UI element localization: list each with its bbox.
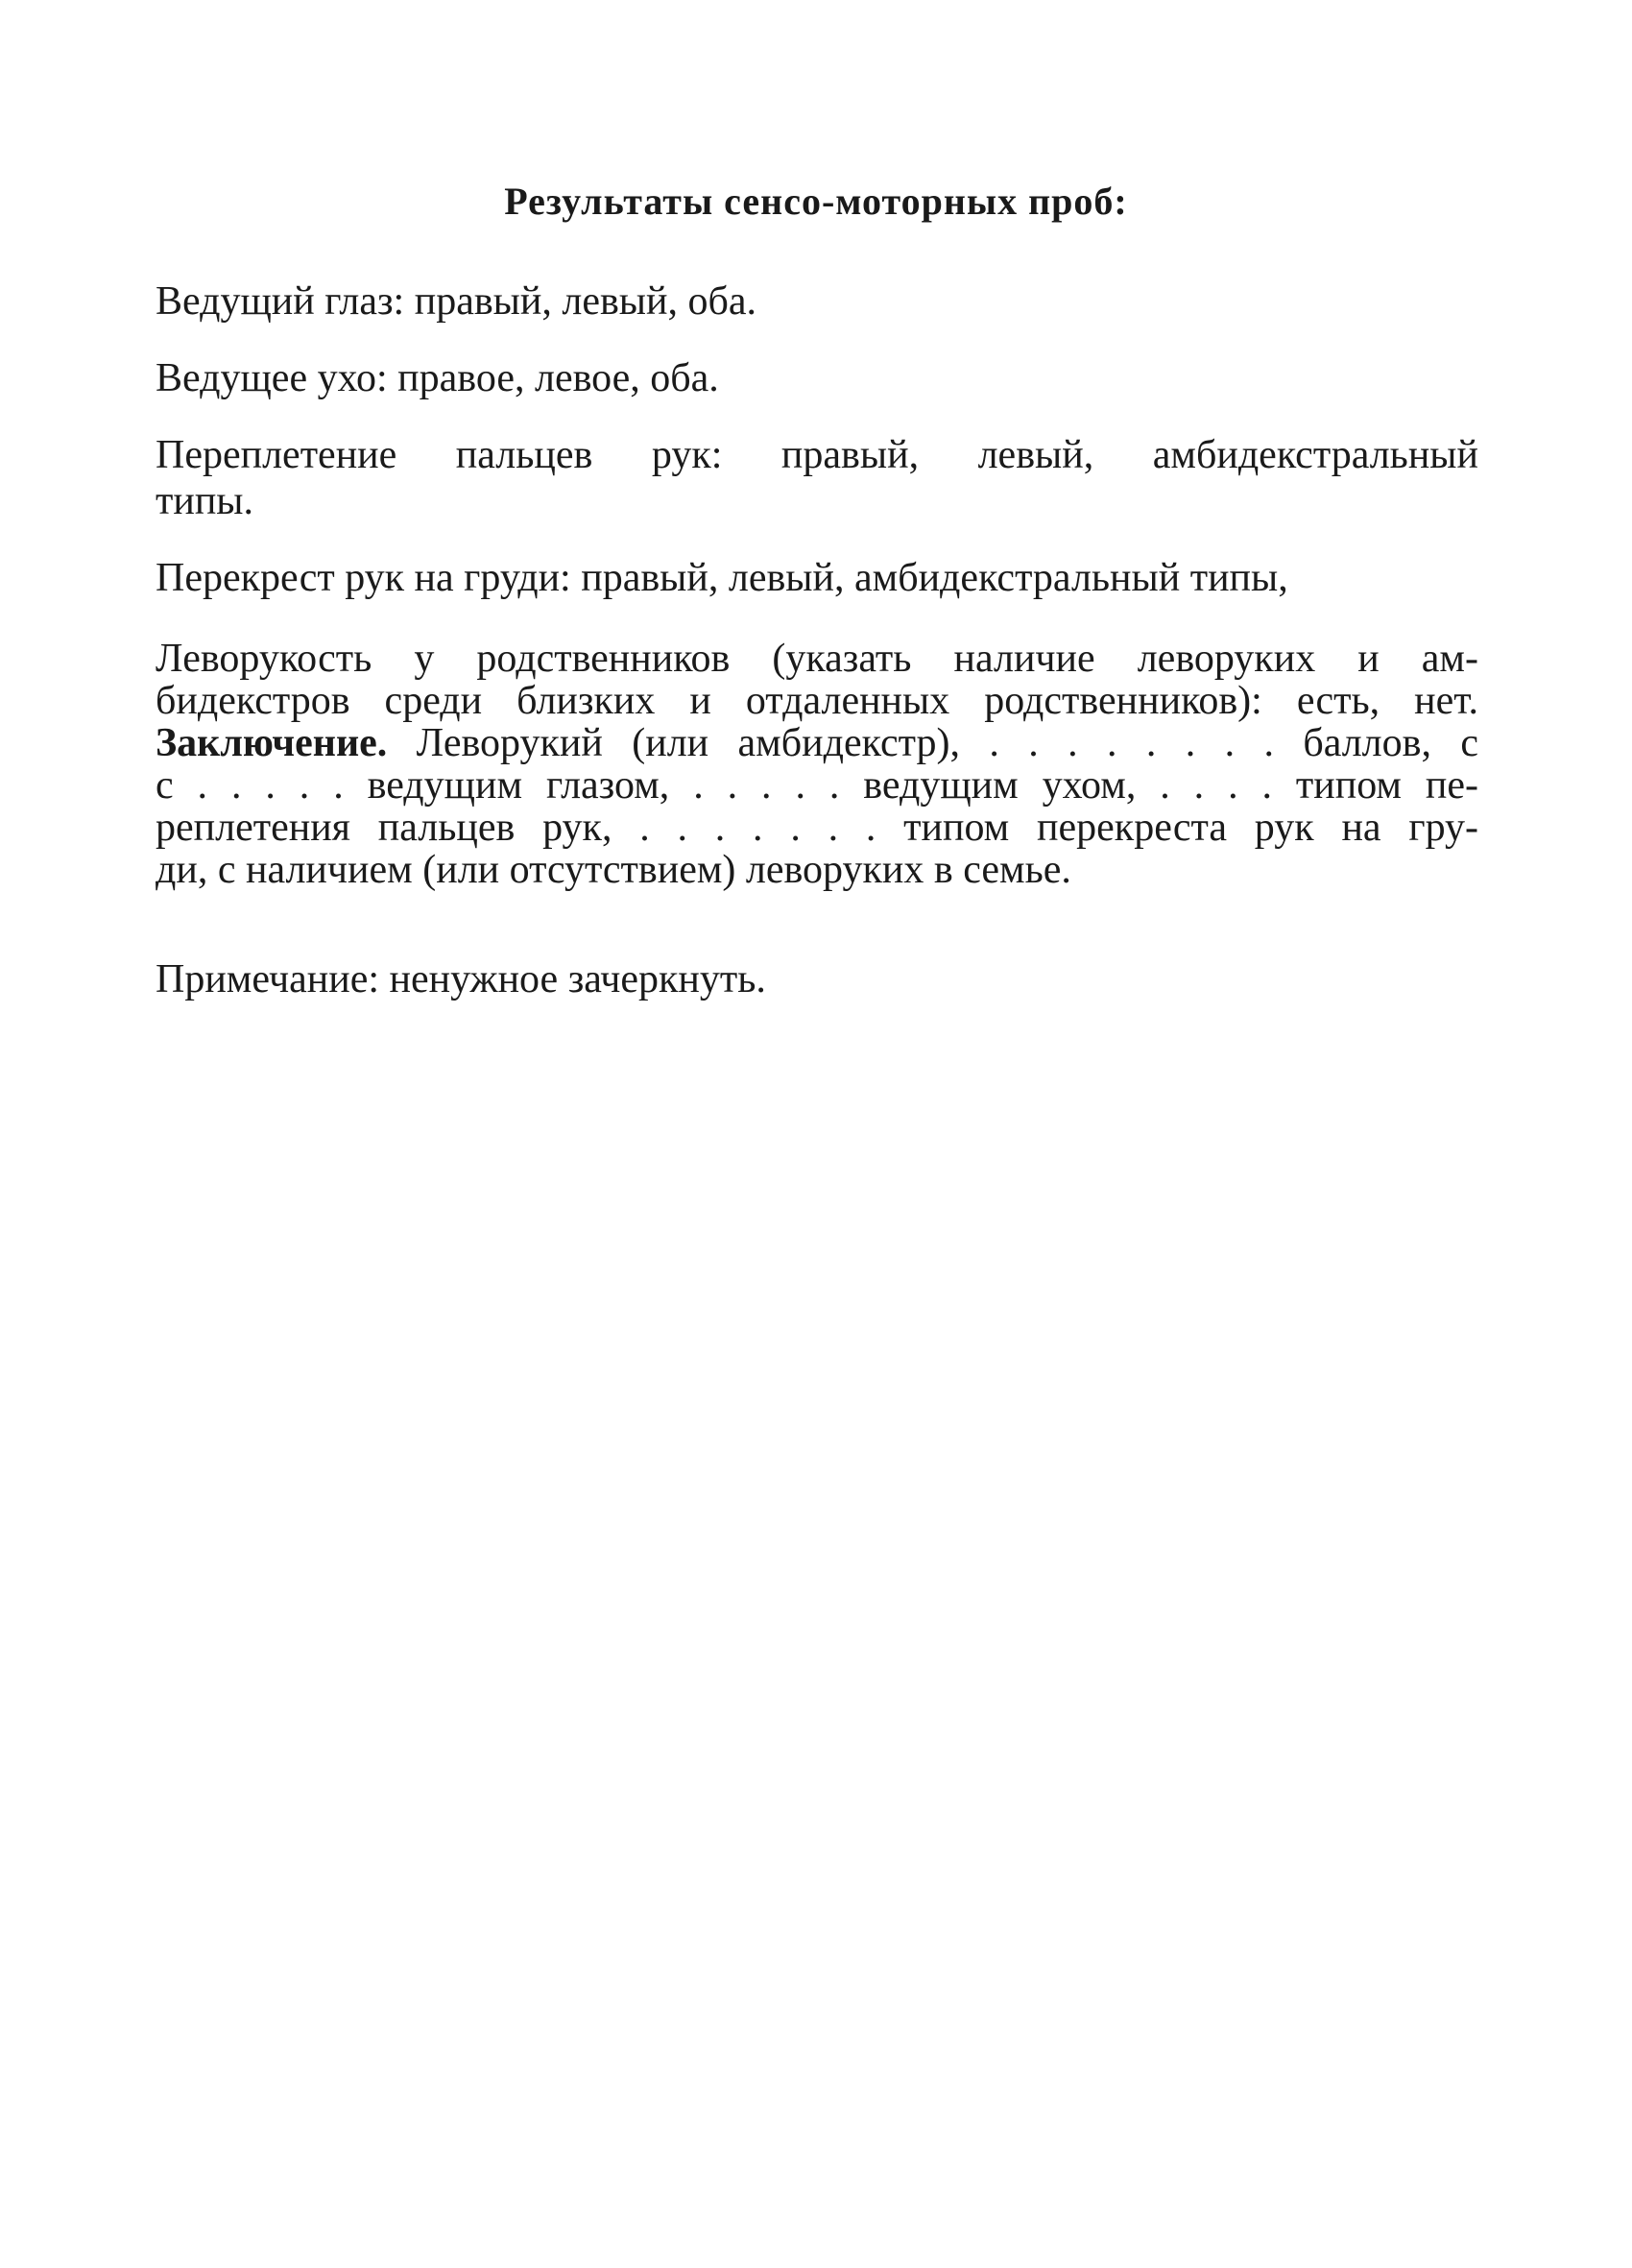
conclusion-line-4: ди, с наличием (или отсутствием) леворуких в семье. bbox=[156, 848, 1071, 892]
conclusion-line-1-text: Леворукий (или амбидекстр), . . . . . . . . баллов, с bbox=[387, 721, 1478, 765]
leading-ear-line: Ведущее ухо: правое, левое, оба. bbox=[156, 356, 719, 400]
leading-eye-line: Ведущий глаз: правый, левый, оба. bbox=[156, 279, 757, 324]
left-handed-relatives-line-2: бидекстров среди близких и отдаленных родственников): есть, нет. bbox=[156, 679, 1478, 723]
conclusion-line-3: реплетения пальцев рук, . . . . . . . типом перекреста рук на гру- bbox=[156, 806, 1478, 850]
finger-interlacing-line-2: типы. bbox=[156, 479, 254, 523]
conclusion-label: Заключение. bbox=[156, 721, 388, 765]
footnote: Примечание: ненужное зачеркнуть. bbox=[156, 957, 766, 1001]
conclusion-line-1 bbox=[156, 722, 1478, 764]
finger-interlacing-line-1: Переплетение пальцев рук: правый, левый, амбидекстральный bbox=[156, 433, 1478, 477]
conclusion-line-2: с . . . . . ведущим глазом, . . . . . ведущим ухом, . . . . типом пе- bbox=[156, 763, 1478, 808]
arm-crossing-line: Перекрест рук на груди: правый, левый, амбидекстральный типы, bbox=[156, 556, 1288, 600]
left-handed-relatives-line-1: Леворукость у родственников (указать наличие леворуких и ам- bbox=[156, 637, 1478, 681]
page-title: Результаты сенсо-моторных проб: bbox=[504, 180, 1128, 223]
